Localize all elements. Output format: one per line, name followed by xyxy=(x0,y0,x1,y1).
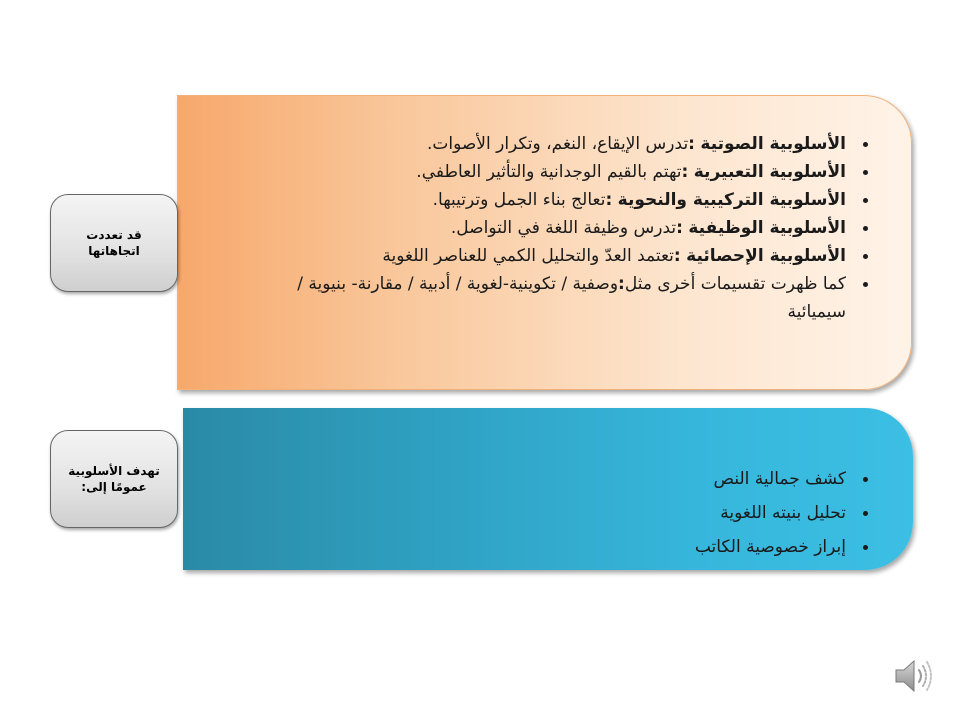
item-desc: تدرس الإيقاع، النغم، وتكرار الأصوات. xyxy=(426,134,689,154)
item-desc: تعالج بناء الجمل وترتيبها. xyxy=(432,190,606,210)
bullet-icon xyxy=(863,282,868,287)
item-desc: تدرس وظيفة اللغة في التواصل. xyxy=(450,218,677,238)
bullet-icon xyxy=(863,142,868,147)
bullet-icon xyxy=(863,226,868,231)
list-item: الأسلوبية الصوتية :تدرس الإيقاع، النغم، وتكرار الأصوات. xyxy=(262,130,872,158)
types-heading-box xyxy=(50,194,178,292)
item-term: الأسلوبية التركيبية والنحوية xyxy=(617,190,846,210)
list-item xyxy=(272,530,872,564)
list-item xyxy=(272,462,872,496)
types-heading: قد تعددت اتجاهاتها xyxy=(86,228,142,258)
bullet-icon xyxy=(863,198,868,203)
item-term: الأسلوبية التعبيرية xyxy=(693,162,846,182)
bullet-icon xyxy=(863,477,868,482)
item-desc: تهتم بالقيم الوجدانية والتأثير العاطفي. xyxy=(416,162,682,182)
goals-list xyxy=(272,462,872,564)
bullet-icon xyxy=(863,254,868,259)
list-item: الأسلوبية التركيبية والنحوية :تعالج بناء الجمل وترتيبها. xyxy=(262,186,872,214)
item-lead: كما ظهرت تقسيمات أخرى مثل xyxy=(624,274,846,294)
goals-heading: تهدف الأسلوبية عمومًا إلى: xyxy=(68,464,160,494)
bullet-icon xyxy=(863,545,868,550)
item-desc: وصفية / تكوينية-لغوية / أدبية / مقارنة- بنيوية / سيميائية xyxy=(297,274,846,322)
item-term: الأسلوبية الإحصائية xyxy=(686,246,846,266)
types-list xyxy=(262,130,872,326)
list-item: كما ظهرت تقسيمات أخرى مثل:وصفية / تكوينية-لغوية / أدبية / مقارنة- بنيوية / سيميائية xyxy=(262,270,872,326)
speaker-icon[interactable] xyxy=(893,656,937,696)
list-item xyxy=(272,496,872,530)
bullet-icon xyxy=(863,170,868,175)
bullet-icon xyxy=(863,511,868,516)
goal-text: تحليل بنيته اللغوية xyxy=(720,503,846,523)
list-item: الأسلوبية الوظيفية :تدرس وظيفة اللغة في التواصل. xyxy=(262,214,872,242)
list-item: الأسلوبية التعبيرية :تهتم بالقيم الوجدانية والتأثير العاطفي. xyxy=(262,158,872,186)
list-item: الأسلوبية الإحصائية :تعتمد العدّ والتحليل الكمي للعناصر اللغوية xyxy=(262,242,872,270)
item-term: الأسلوبية الوظيفية xyxy=(688,218,846,238)
goal-text: إبراز خصوصية الكاتب xyxy=(694,537,846,557)
item-term: الأسلوبية الصوتية xyxy=(700,134,846,154)
goals-heading-box xyxy=(50,430,178,528)
item-desc: تعتمد العدّ والتحليل الكمي للعناصر اللغوية xyxy=(382,246,674,266)
speaker-icon-svg xyxy=(893,656,937,696)
goal-text: كشف جمالية النص xyxy=(713,469,846,489)
